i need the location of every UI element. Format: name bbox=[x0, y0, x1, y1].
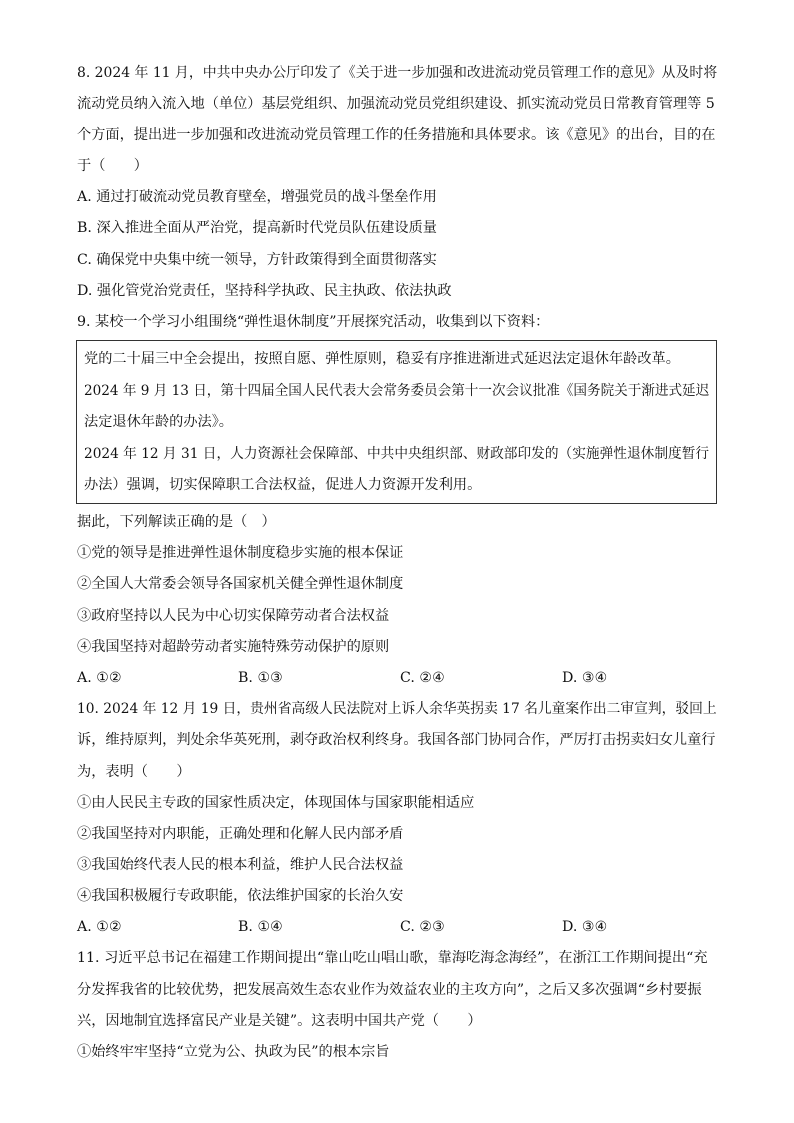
q11-stem-line-2: 分发挥我省的比较优势，把发展高效生态农业作为效益农业的主攻方向”，之后又多次强调“乡村要振 bbox=[77, 982, 702, 998]
q8-stem-line-1: 8. 2024 年 11 月，中共中央办公厅印发了《关于进一步加强和改进流动党员管理工作的意见》从及时将 bbox=[77, 65, 718, 81]
q9-item-3: ③政府坚持以人民为中心切实保障劳动者合法权益 bbox=[77, 608, 390, 624]
q10-choice-b: B. ①④ bbox=[238, 919, 283, 935]
q9-choice-c: C. ②④ bbox=[400, 670, 445, 686]
q9-material-line-2: 2024 年 9 月 13 日，第十四届全国人民代表大会常务委员会第十一次会议批准《国务院关于渐进式延迟 bbox=[84, 383, 710, 399]
q8-stem-line-2: 流动党员纳入流入地（单位）基层党组织、加强流动党员党组织建设、抓实流动党员日常教育管理等 5 bbox=[77, 96, 715, 112]
q8-stem-line-3: 个方面，提出进一步加强和改进流动党员管理工作的任务措施和具体要求。该《意见》的出台，目的在 bbox=[77, 127, 716, 143]
q9-material-line-1: 党的二十届三中全会提出，按照自愿、弹性原则，稳妥有序推进渐进式延迟法定退休年龄改革。 bbox=[84, 351, 680, 367]
q9-item-2: ②全国人大常委会领导各国家机关健全弹性退休制度 bbox=[77, 576, 404, 592]
q9-material-box bbox=[76, 340, 717, 504]
q10-stem-line-3: 为，表明（ ） bbox=[77, 764, 191, 780]
q9-material-line-4: 2024 年 12 月 31 日，人力资源社会保障部、中共中央组织部、财政部印发的（实施弹性退休制度暂行 bbox=[84, 446, 710, 462]
q9-choice-b: B. ①③ bbox=[238, 670, 283, 686]
q8-option-d: D. 强化管党治党责任，坚持科学执政、民主执政、依法执政 bbox=[77, 283, 452, 299]
q8-stem-line-4: 于（ ） bbox=[77, 158, 148, 174]
q11-item-1: ①始终牢牢坚持“立党为公、执政为民”的根本宗旨 bbox=[77, 1044, 390, 1060]
q11-stem-line-1: 11. 习近平总书记在福建工作期间提出“靠山吃山唱山歌，靠海吃海念海经”，在浙江工作期间提出“充 bbox=[77, 950, 708, 966]
q10-item-2: ②我国坚持对内职能，正确处理和化解人民内部矛盾 bbox=[77, 826, 404, 842]
q11-stem-line-3: 兴，因地制宜选择富民产业是关键”。这表明中国共产党（ ） bbox=[77, 1013, 482, 1029]
q8-option-a: A. 通过打破流动党员教育壁垒，增强党员的战斗堡垒作用 bbox=[77, 189, 437, 205]
q9-stem: 9. 某校一个学习小组围绕“弹性退休制度”开展探究活动，收集到以下资料： bbox=[77, 314, 550, 330]
q10-item-3: ③我国始终代表人民的根本利益，维护人民合法权益 bbox=[77, 857, 404, 873]
q10-choice-c: C. ②③ bbox=[400, 919, 445, 935]
q10-item-4: ④我国积极履行专政职能，依法维护国家的长治久安 bbox=[77, 888, 404, 904]
q9-choice-d: D. ③④ bbox=[562, 670, 608, 686]
q8-option-c: C. 确保党中央集中统一领导，方针政策得到全面贯彻落实 bbox=[77, 252, 437, 268]
q9-material-line-3: 法定退休年龄的办法》。 bbox=[84, 414, 233, 430]
q8-option-b: B. 深入推进全面从严治党，提高新时代党员队伍建设质量 bbox=[77, 220, 437, 236]
q9-question: 据此，下列解读正确的是（ ） bbox=[77, 514, 276, 530]
q9-item-1: ①党的领导是推进弹性退休制度稳步实施的根本保证 bbox=[77, 545, 404, 561]
q9-item-4: ④我国坚持对超龄劳动者实施特殊劳动保护的原则 bbox=[77, 639, 390, 655]
q10-item-1: ①由人民民主专政的国家性质决定，体现国体与国家职能相适应 bbox=[77, 795, 475, 811]
q10-stem-line-2: 诉，维持原判，判处余华英死刑，剥夺政治权利终身。我国各部门协同合作，严厉打击拐卖妇女儿童行 bbox=[77, 732, 716, 748]
q10-choice-d: D. ③④ bbox=[562, 919, 608, 935]
q10-choice-a: A. ①② bbox=[77, 919, 122, 935]
q9-choice-a: A. ①② bbox=[77, 670, 122, 686]
q9-material-line-5: 办法）强调，切实保障职工合法权益，促进人力资源开发利用。 bbox=[84, 477, 482, 493]
q10-stem-line-1: 10. 2024 年 12 月 19 日，贵州省高级人民法院对上诉人余华英拐卖 17 名儿童案作出二审宣判，驳回上 bbox=[77, 701, 717, 717]
